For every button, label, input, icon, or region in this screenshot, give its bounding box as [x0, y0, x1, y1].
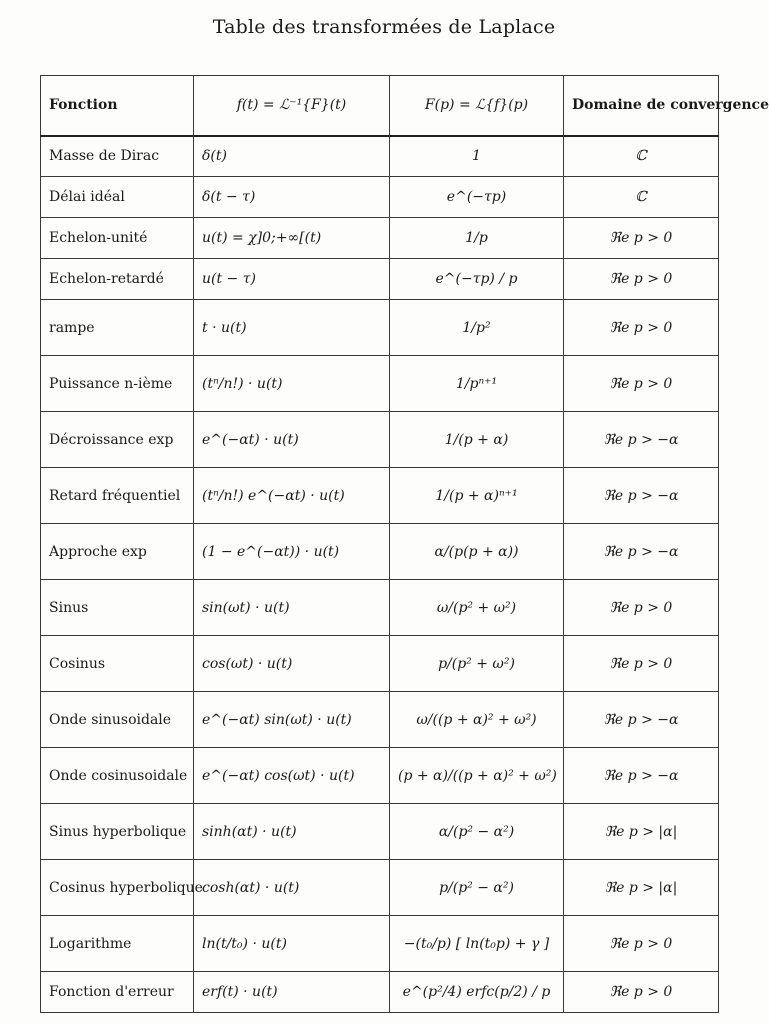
table-row [41, 916, 719, 972]
laplace-expression: 1/p² [390, 300, 564, 356]
table-row [41, 972, 719, 1013]
function-name: Sinus hyperbolique [41, 804, 194, 860]
time-domain-expression: u(t − τ) [194, 259, 390, 300]
laplace-expression: ω/(p² + ω²) [390, 580, 564, 636]
convergence-domain: ℜe p > 0 [564, 218, 719, 259]
function-name: Logarithme [41, 916, 194, 972]
laplace-expression: e^(−τp) [390, 177, 564, 218]
laplace-expression: 1/(p + α)ⁿ⁺¹ [390, 468, 564, 524]
convergence-domain: ℜe p > 0 [564, 259, 719, 300]
laplace-expression: −(t₀/p) [ ln(t₀p) + γ ] [390, 916, 564, 972]
function-name: Puissance n-ième [41, 356, 194, 412]
function-name: Sinus [41, 580, 194, 636]
table-row [41, 300, 719, 356]
convergence-domain: ℂ [564, 177, 719, 218]
header-fp: F(p) = ℒ{f}(p) [390, 76, 564, 136]
table-row [41, 636, 719, 692]
table-row [41, 580, 719, 636]
laplace-expression: ω/((p + α)² + ω²) [390, 692, 564, 748]
convergence-domain: ℜe p > 0 [564, 916, 719, 972]
time-domain-expression: erf(t) · u(t) [194, 972, 390, 1013]
time-domain-expression: sinh(αt) · u(t) [194, 804, 390, 860]
function-name: Délai idéal [41, 177, 194, 218]
time-domain-expression: e^(−αt) cos(ωt) · u(t) [194, 748, 390, 804]
time-domain-expression: δ(t − τ) [194, 177, 390, 218]
time-domain-expression: e^(−αt) sin(ωt) · u(t) [194, 692, 390, 748]
laplace-table [40, 75, 769, 1013]
function-name: Fonction d'erreur [41, 972, 194, 1013]
table-row [41, 356, 719, 412]
function-name: Décroissance exp [41, 412, 194, 468]
table-row [41, 259, 719, 300]
function-name: Masse de Dirac [41, 136, 194, 177]
laplace-expression: e^(p²/4) erfc(p/2) / p [390, 972, 564, 1013]
convergence-domain: ℜe p > 0 [564, 300, 719, 356]
time-domain-expression: δ(t) [194, 136, 390, 177]
convergence-domain: ℜe p > −α [564, 468, 719, 524]
table-row [41, 860, 719, 916]
header-ft: f(t) = ℒ⁻¹{F}(t) [194, 76, 390, 136]
laplace-expression: 1/(p + α) [390, 412, 564, 468]
table-row [41, 412, 719, 468]
function-name: Echelon-retardé [41, 259, 194, 300]
laplace-expression: 1/pⁿ⁺¹ [390, 356, 564, 412]
time-domain-expression: (tⁿ/n!) · u(t) [194, 356, 390, 412]
convergence-domain: ℜe p > −α [564, 692, 719, 748]
time-domain-expression: cosh(αt) · u(t) [194, 860, 390, 916]
function-name: Onde cosinusoidale [41, 748, 194, 804]
table-row [41, 177, 719, 218]
convergence-domain: ℜe p > |α| [564, 804, 719, 860]
laplace-expression: 1 [390, 136, 564, 177]
time-domain-expression: t · u(t) [194, 300, 390, 356]
convergence-domain: ℜe p > 0 [564, 972, 719, 1013]
convergence-domain: ℜe p > 0 [564, 356, 719, 412]
function-name: Cosinus hyperbolique [41, 860, 194, 916]
convergence-domain: ℜe p > −α [564, 412, 719, 468]
laplace-expression: α/(p(p + α)) [390, 524, 564, 580]
table-row [41, 692, 719, 748]
convergence-domain: ℜe p > −α [564, 748, 719, 804]
page-title: Table des transformées de Laplace [212, 16, 556, 38]
convergence-domain: ℜe p > −α [564, 524, 719, 580]
table-row [41, 218, 719, 259]
laplace-expression: 1/p [390, 218, 564, 259]
time-domain-expression: (1 − e^(−αt)) · u(t) [194, 524, 390, 580]
function-name: Cosinus [41, 636, 194, 692]
laplace-expression: p/(p² − α²) [390, 860, 564, 916]
laplace-expression: α/(p² − α²) [390, 804, 564, 860]
table-row [41, 804, 719, 860]
time-domain-expression: u(t) = χ]0;+∞[(t) [194, 218, 390, 259]
convergence-domain: ℜe p > |α| [564, 860, 719, 916]
function-name: rampe [41, 300, 194, 356]
time-domain-expression: cos(ωt) · u(t) [194, 636, 390, 692]
time-domain-expression: ln(t/t₀) · u(t) [194, 916, 390, 972]
table-header-row [41, 76, 719, 136]
table-row [41, 748, 719, 804]
header-fonction: Fonction [41, 76, 194, 136]
function-name: Echelon-unité [41, 218, 194, 259]
convergence-domain: ℜe p > 0 [564, 580, 719, 636]
function-name: Approche exp [41, 524, 194, 580]
table-row [41, 468, 719, 524]
time-domain-expression: sin(ωt) · u(t) [194, 580, 390, 636]
time-domain-expression: e^(−αt) · u(t) [194, 412, 390, 468]
convergence-domain: ℂ [564, 136, 719, 177]
laplace-expression: p/(p² + ω²) [390, 636, 564, 692]
time-domain-expression: (tⁿ/n!) e^(−αt) · u(t) [194, 468, 390, 524]
convergence-domain: ℜe p > 0 [564, 636, 719, 692]
function-name: Retard fréquentiel [41, 468, 194, 524]
table-row [41, 136, 719, 177]
laplace-expression: (p + α)/((p + α)² + ω²) [390, 748, 564, 804]
laplace-expression: e^(−τp) / p [390, 259, 564, 300]
table-row [41, 524, 719, 580]
function-name: Onde sinusoidale [41, 692, 194, 748]
header-domaine: Domaine de convergence [564, 76, 719, 136]
